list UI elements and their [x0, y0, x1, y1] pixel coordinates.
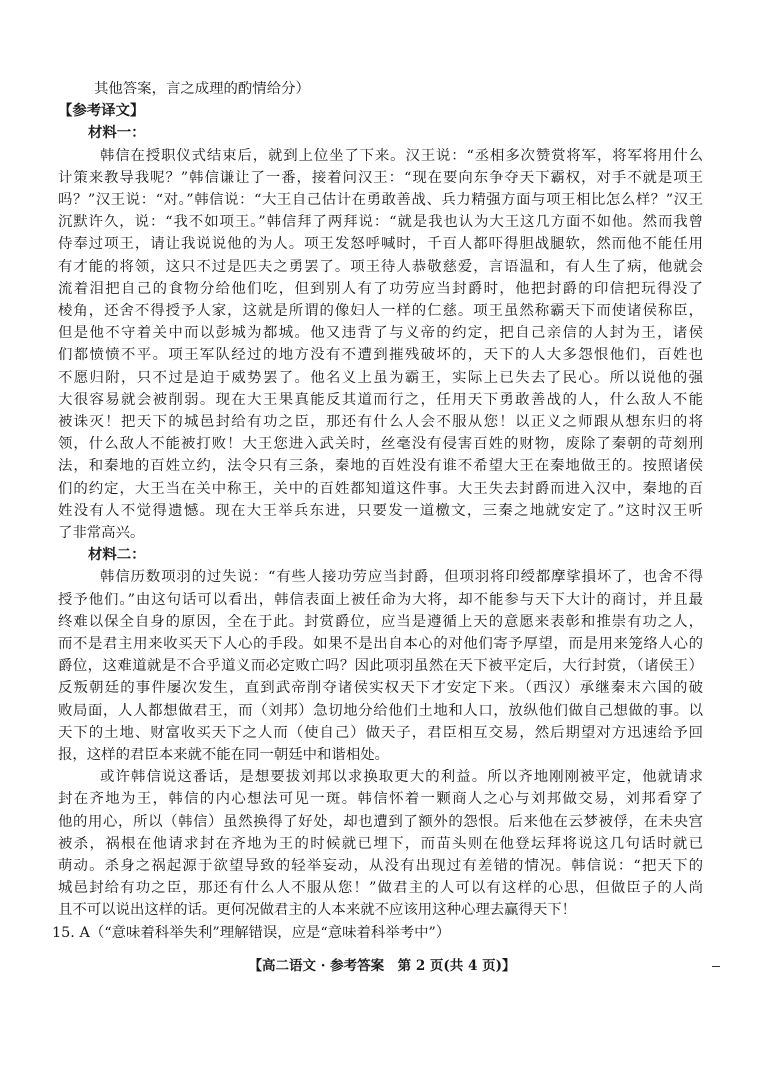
- text-line: 姓没有人不觉得遗憾。现在大王举兵东进，只要发一道檄文，三秦之地就安定了。”这时汉王听: [58, 502, 703, 519]
- text-line: 但是他不守着关中而以彭城为都城。他又违背了与义帝的约定，把自己亲信的人封为王，诸侯: [58, 325, 703, 342]
- text-line: 韩信在授职仪式结束后，就到上位坐了下来。汉王说：“丞相多次赞赏将军，将军将用什么: [100, 147, 703, 164]
- footer-dash: [712, 966, 720, 967]
- text-line: 被诛灭！把天下的城邑封给有功之臣，那还有什么人会不服从您！以正义之师跟从想东归的将: [58, 414, 703, 430]
- text-line: 韩信历数项羽的过失说：“有些人接功劳应当封爵，但项羽将印绶都摩挲損坏了，也舍不得: [100, 569, 703, 586]
- text-line: 被杀，祸根在他请求封在齐地为王的时候就已埋下，而苗头则在他登坛拜将说这几句话时就已: [58, 835, 703, 852]
- text-line: 领，什么敌人不能被打败！大王您进入武关时，丝毫没有侵害百姓的财物，废除了秦朝的苛刻刑: [58, 436, 703, 453]
- text-line: 吗？”汉王说：“对。”韩信说：“大王自己估计在勇敢善战、兵力精强方面与项王相比怎么样？”汉王: [58, 192, 703, 208]
- text-line: 他的用心，所以（韩信）虽然换得了好处，却也遭到了额外的怨恨。后来他在云梦被俘，在未央宫: [58, 813, 703, 830]
- text-line: 爵位，这难道就是不合乎道义而必定败亡吗？因此项羽虽然在天下被平定后，大行封赏，（诸侯王）: [58, 658, 703, 675]
- text-line: 大很容易就会被削弱。现在大王果真能反其道而行之，任用天下勇敢善战的人，什么敌人不能: [58, 391, 703, 408]
- text-line: 们都愤愤不平。项王军队经过的地方没有不遭到摧残破坏的，天下的人大多怨恨他们，百姓也: [58, 347, 703, 364]
- material1-title: 材料一：: [88, 124, 146, 142]
- text-line: 城邑封给有功之臣，那还有什么人不服从您！”做君主的人可以有这样的心思，但做臣子的人尚: [58, 880, 703, 897]
- text-line: 法，和秦地的百姓立约，法令只有三条，秦地的百姓没有谁不希望大王在秦地做王的。按照诸侯: [58, 458, 703, 475]
- text-line: 流着泪把自己的食物分给他们吃，但到别人有了功劳应当封爵时，他把封爵的印信把玩得没了: [58, 280, 703, 297]
- text-line: 终难以保全自身的原因，全在于此。封赏爵位，应当是遵循上天的意愿来表彰和推崇有功之人，: [58, 613, 703, 630]
- text-line: 萌动。杀身之祸起源于欲望导致的轻举妄动，从没有出现过有差错的情况。韩信说：“把天下的: [58, 858, 703, 874]
- text-line: 沉默许久，说：“我不如项王。”韩信拜了两拜说：“就是我也认为大王这几方面不如他。然而我曾: [58, 214, 703, 231]
- intro-line: 其他答案，言之成理的酌情给分）: [94, 81, 310, 97]
- text-line: 授予他们。”由这句话可以看出，韩信表面上被任命为大将，却不能参与天下大计的商讨，并且最: [58, 591, 703, 608]
- text-line: 败局面，人人都想做君王，而（刘邦）急切地分给他们土地和人口，放纵他们做自己想做的事。以: [58, 702, 703, 719]
- text-line: 反叛朝廷的事件屡次发生，直到武帝削夺诸侯实权天下才安定下来。（西汉）承继秦末六国的破: [58, 680, 703, 697]
- text-line: 封在齐地为王，韩信的内心想法可见一斑。韩信怀着一颗商人之心与刘邦做交易，刘邦看穿了: [58, 791, 703, 808]
- answer-line: 15. A（“意味着科举失利”理解错误，应是“意味着科举考中”）: [52, 924, 451, 941]
- material2-title: 材料二：: [88, 546, 146, 564]
- text-line: 而不是君主用来收买天下人心的手段。如果不是出自本心的对他们寄予厚望，而是用来笼络人心的: [58, 636, 703, 652]
- text-line: 报，这样的君臣本来就不能在同一朝廷中和谐相处。: [58, 747, 389, 763]
- text-line: 们的约定，大王当在关中称王，关中的百姓都知道这件事。大王失去封爵而进入汉中，秦地的百: [58, 480, 703, 497]
- text-line: 棱角，还舍不得授予人家，这就是所谓的像妇人一样的仁慈。项王虽然称霸天下而使诸侯称臣，: [58, 303, 703, 319]
- text-line: 有才能的将领，这只不过是匹夫之勇罢了。项王待人恭敬慈爱，言语温和，有人生了病，他就会: [58, 258, 703, 275]
- text-line: 不愿归附，只不过是迫于威势罢了。他名义上虽为霸王，实际上已失去了民心。所以说他的强: [58, 369, 703, 386]
- section-title: 【参考译文】: [58, 102, 145, 120]
- text-line: 且不可以说出这样的话。更何况做君主的人本来就不应该用这种心理去赢得天下！: [58, 902, 577, 919]
- text-line: 天下的土地、财富收买天下之人而（使自己）做天子，君臣相互交易，然后期望对方迅速给予回: [58, 724, 703, 741]
- text-line: 了非常高兴。: [58, 525, 145, 541]
- text-line: 或许韩信说这番话，是想要拔刘邦以求换取更大的利益。所以齐地刚刚被平定，他就请求: [100, 769, 703, 786]
- text-line: 计策来教导我呢？”韩信谦让了一番，接着问汉王：“现在要向东争夺天下霸权，对手不就是项王: [58, 169, 703, 186]
- text-line: 侍奉过项王，请让我说说他的为人。项王发怒呼喊时，千百人都吓得胆战腿软，然而他不能任用: [58, 236, 703, 253]
- page-footer: 【高二语文 · 参考答案 第 2 页(共 4 页)】: [248, 957, 516, 974]
